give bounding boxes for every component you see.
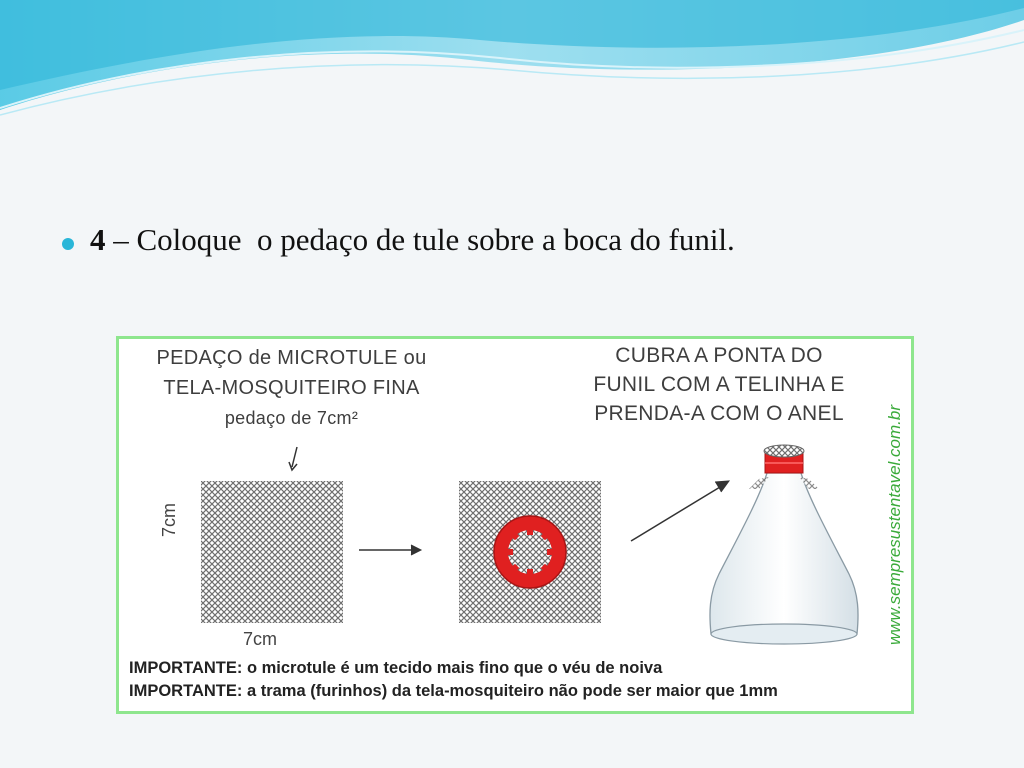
- right-arrow-icon: [359, 545, 421, 555]
- dimension-label-vertical: 7cm: [159, 502, 179, 537]
- right-caption-line-2: FUNIL COM A TELINHA E: [593, 373, 845, 396]
- website-watermark: www.sempresustentavel.com.br: [885, 405, 904, 645]
- step-description: – Coloque o pedaço de tule sobre a boca do funil.: [105, 222, 735, 257]
- red-ring-icon: [494, 516, 566, 588]
- step-number: 4: [90, 222, 106, 257]
- left-caption-line-1: PEDAÇO de MICROTULE ou: [156, 347, 427, 369]
- right-caption-line-1: CUBRA A PONTA DO: [615, 344, 823, 367]
- bullet-icon: [62, 238, 74, 250]
- note-keyword: IMPORTANTE:: [129, 659, 243, 677]
- instruction-figure: [116, 336, 914, 714]
- right-caption-line-3: PRENDA-A COM O ANEL: [594, 402, 844, 425]
- header-wave-decoration: [0, 0, 1024, 130]
- left-caption-line-2: TELA-MOSQUITEIRO FINA: [163, 377, 420, 399]
- funnel-bottle-icon: [710, 445, 858, 644]
- note-text: a trama (furinhos) da tela-mosquiteiro não pode ser maior que 1mm: [242, 682, 778, 700]
- bullet-item: [62, 222, 962, 330]
- right-caption: [559, 341, 879, 428]
- pointer-arrow-icon: [289, 447, 297, 470]
- left-caption-line-3: pedaço de 7cm²: [224, 408, 359, 428]
- left-caption: [119, 343, 464, 433]
- important-note-2: [129, 682, 778, 701]
- important-note-1: [129, 659, 662, 678]
- dimension-label-horizontal: 7cm: [243, 629, 278, 649]
- diagonal-arrow-icon: [631, 481, 729, 541]
- mesh-square-1: [201, 481, 343, 623]
- bullet-text: [90, 222, 735, 258]
- note-keyword: IMPORTANTE:: [129, 682, 243, 700]
- note-text: o microtule é um tecido mais fino que o véu de noiva: [242, 659, 663, 677]
